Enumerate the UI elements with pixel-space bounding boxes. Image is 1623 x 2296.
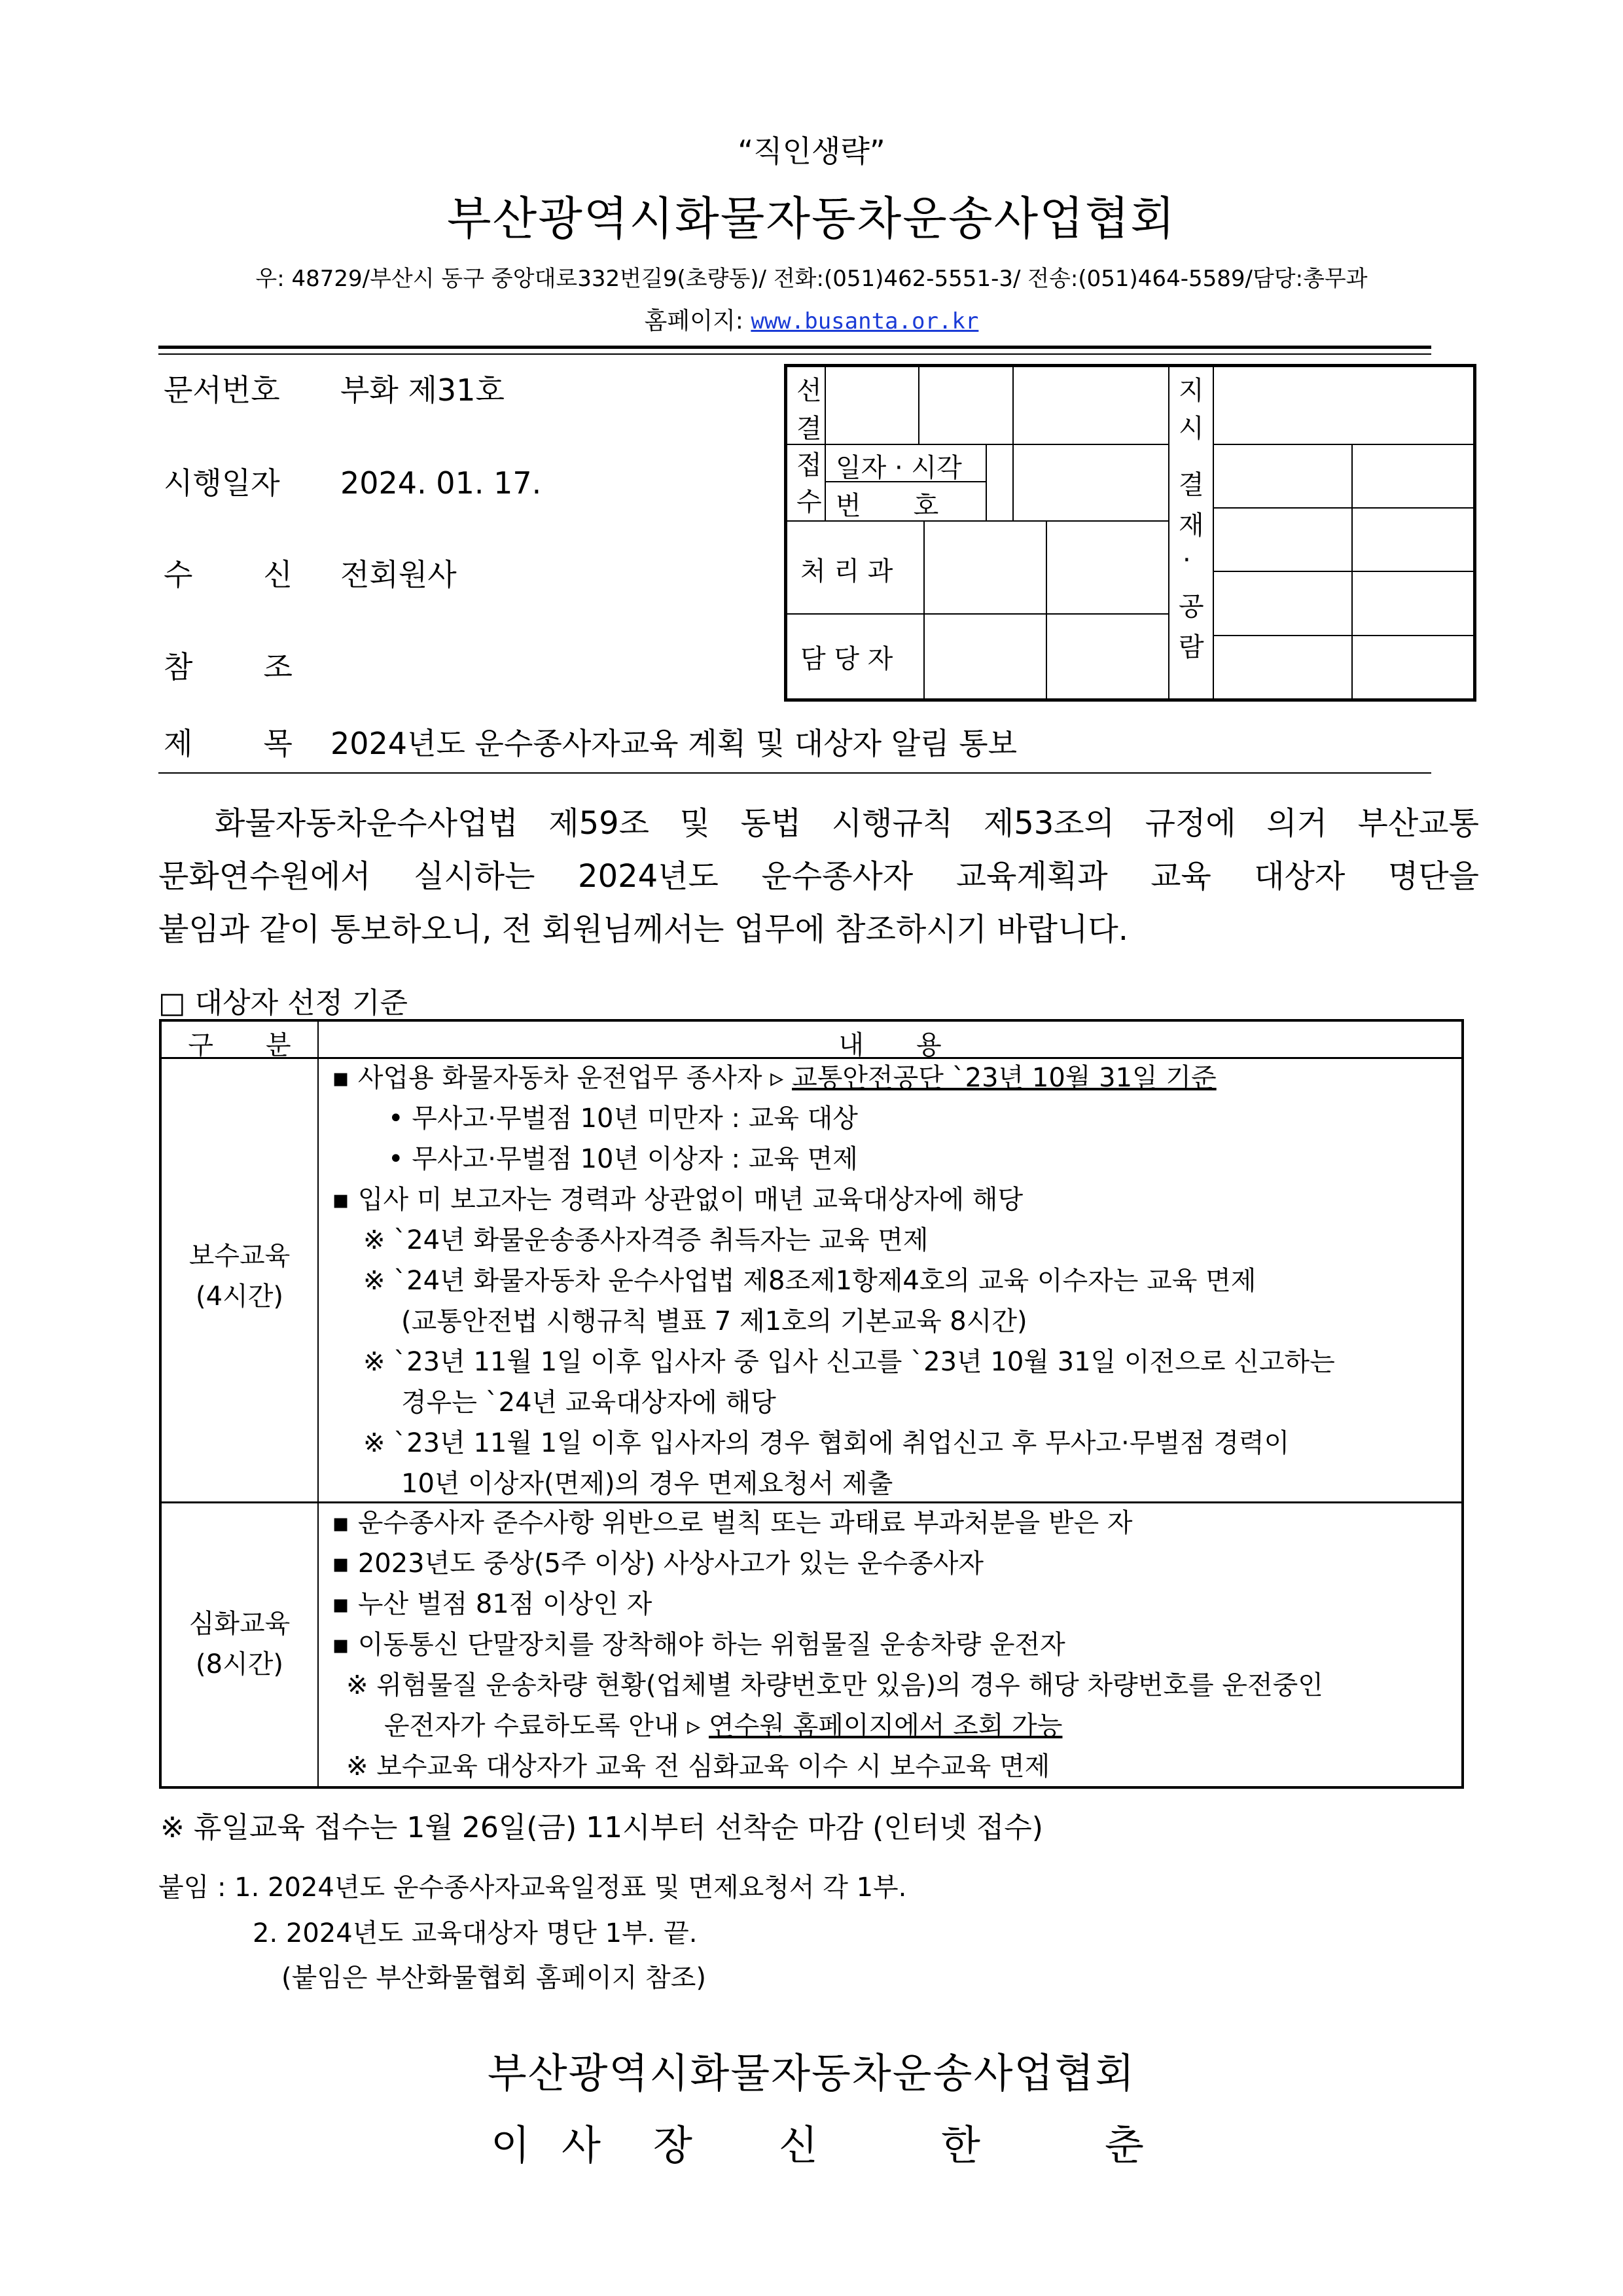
ceo-char: 춘 [1105, 2121, 1144, 2169]
approval-su: 수 [796, 487, 822, 517]
table-line: 경우는 `24년 교육대상자에 해당 [401, 1388, 776, 1418]
subject-label: 제 목 [164, 726, 293, 761]
grid-line [1213, 635, 1473, 636]
grid-line [918, 367, 919, 444]
header-rule-thick [158, 346, 1431, 349]
approval-processing-dept: 처 리 과 [800, 556, 893, 586]
holiday-note: ※ 휴일교육 접수는 1월 26일(금) 11시부터 선착순 마감 (인터넷 접수) [160, 1811, 1043, 1844]
attachment-1: 붙임 : 1. 2024년도 운수종사자교육일정표 및 면제요청서 각 1부. [158, 1873, 907, 1903]
date-label: 시행일자 [164, 465, 280, 501]
grid-line [1213, 367, 1214, 698]
recv-label: 수 신 [164, 557, 293, 592]
grid-line [1046, 520, 1047, 698]
grid-line [1012, 367, 1014, 520]
grid-line [825, 367, 826, 520]
ceo-char: 장 [653, 2121, 692, 2169]
table-line: • 무사고·무벌점 10년 미만자 : 교육 대상 [388, 1103, 858, 1134]
table-line: ▪ 누산 벌점 81점 이상인 자 [332, 1589, 652, 1619]
ceo-char: 신 [779, 2121, 818, 2169]
org-title: 부산광역시화물자동차운송사업협회 [447, 192, 1176, 245]
table-line: ※ `23년 11월 1일 이후 입사자의 경우 협회에 취업신고 후 무사고·무벌점 경력이 [363, 1428, 1290, 1458]
grid-line [787, 444, 1168, 445]
grid-line [986, 444, 987, 520]
approval-gyeoljae-4: 공 [1179, 592, 1204, 622]
ceo-char: 사 [562, 2121, 601, 2169]
approval-si: 시 [1179, 414, 1204, 444]
table-line: 운전자가 수료하도록 안내 ▹ 연수원 홈페이지에서 조회 가능 [384, 1711, 1063, 1741]
attachment-note: (붙임은 부산화물협회 홈페이지 참조) [281, 1963, 706, 1993]
ref-label: 참 조 [164, 649, 293, 685]
grid-line [1213, 444, 1473, 445]
category-advanced-hours: (8시간) [196, 1649, 283, 1679]
underlined-reference: 연수원 홈페이지에서 조회 가능 [708, 1711, 1063, 1741]
grid-line [1351, 444, 1353, 698]
approval-jeop: 접 [796, 450, 822, 480]
approval-datetime: 일자 · 시각 [836, 453, 962, 483]
criteria-table [159, 1019, 1464, 1789]
category-maintenance-edu: 보수교육 [188, 1241, 291, 1271]
header-rule-thin [158, 353, 1431, 355]
underlined-reference: 교통안전공단 `23년 10월 31일 기준 [792, 1063, 1217, 1093]
body-line-3: 붙임과 같이 통보하오니, 전 회원님께서는 업무에 참조하시기 바랍니다. [158, 911, 1128, 948]
meta-subject [164, 720, 1017, 763]
table-line: ▪ 2023년도 중상(5주 이상) 사상사고가 있는 운수종사자 [332, 1549, 984, 1579]
attachment-2: 2. 2024년도 교육대상자 명단 1부. 끝. [253, 1918, 698, 1948]
body-line-1: 화물자동차운수사업법 제59조 및 동법 시행규칙 제53조의 규정에 의거 부산교통 [215, 805, 1479, 842]
footer-org-name: 부산광역시화물자동차운송사업협회 [487, 2049, 1136, 2097]
homepage-label: 홈페이지: [644, 308, 751, 334]
body-paragraph [158, 797, 1479, 956]
homepage-line [0, 302, 1623, 336]
subject-value: 2024년도 운수종사자교육 계획 및 대상자 알림 통보 [330, 726, 1018, 761]
table-line: ▪ 이동통신 단말장치를 장착해야 하는 위험물질 운송차량 운전자 [332, 1630, 1065, 1660]
table-line: • 무사고·무벌점 10년 이상자 : 교육 면제 [388, 1144, 858, 1174]
recv-value: 전회원사 [340, 557, 457, 592]
table-line: ※ 보수교육 대상자가 교육 전 심화교육 이수 시 보수교육 면제 [346, 1751, 1050, 1782]
slogan: “직인생략” [738, 134, 885, 169]
table-line: ▪ 사업용 화물자동차 운전업무 종사자 ▹ 교통안전공단 `23년 10월 31일 기준 [332, 1063, 1217, 1093]
table-line: (교통안전법 시행규칙 별표 7 제1호의 기본교육 8시간) [401, 1306, 1027, 1336]
criteria-heading: □ 대상자 선정 기준 [158, 986, 408, 1020]
address-line: 우: 48729/부산시 동구 중앙대로332번길9(초량동)/ 전화:(051)462-5551-3/ 전송:(051)464-5589/담당:총무과 [255, 266, 1368, 292]
table-line: ▪ 입사 미 보고자는 경력과 상관없이 매년 교육대상자에 해당 [332, 1185, 1024, 1215]
date-value: 2024. 01. 17. [340, 465, 542, 501]
meta-reference [164, 643, 340, 687]
homepage-link[interactable]: www.busanta.or.kr [751, 308, 979, 334]
approval-number: 번 호 [836, 491, 939, 521]
approval-gyeoljae-2: 재 [1179, 511, 1204, 541]
approval-gyeoljae-5: 람 [1179, 632, 1204, 662]
grid-line [923, 520, 925, 698]
meta-recipient [164, 551, 457, 594]
grid-line [1168, 367, 1169, 698]
table-line: ※ `23년 11월 1일 이후 입사자 중 입사 신고를 `23년 10월 31일 이전으로 신고하는 [363, 1347, 1335, 1377]
approval-manager: 담 당 자 [800, 644, 893, 674]
table-column-divider [317, 1022, 319, 1786]
col-header-content: 내 용 [838, 1030, 942, 1060]
grid-line [1213, 571, 1473, 572]
table-line: ※ `24년 화물자동차 운수사업법 제8조제1항제4호의 교육 이수자는 교육 면제 [363, 1266, 1257, 1296]
table-line: 10년 이상자(면제)의 경우 면제요청서 제출 [401, 1469, 893, 1499]
docno-value: 부화 제31호 [340, 372, 505, 408]
approval-gyeoljae-1: 결 [1179, 470, 1204, 500]
docno-label: 문서번호 [164, 372, 280, 408]
meta-date [164, 459, 541, 503]
table-line: ※ `24년 화물운송종사자격증 취득자는 교육 면제 [363, 1225, 929, 1255]
ceo-char: 한 [941, 2121, 980, 2169]
approval-gyeol: 결 [796, 414, 822, 444]
table-line: ※ 위험물질 운송차량 현황(업체별 차량번호만 있음)의 경우 해당 차량번호를 운전중인 [346, 1670, 1323, 1700]
ceo-char: 이 [491, 2121, 530, 2169]
approval-gyeoljae-3: · [1183, 545, 1191, 575]
approval-ji: 지 [1179, 376, 1204, 406]
category-advanced-edu: 심화교육 [188, 1609, 291, 1639]
table-line: ▪ 운수종사자 준수사항 위반으로 벌칙 또는 과태료 부과처분을 받은 자 [332, 1508, 1133, 1538]
approval-sun: 선 [796, 376, 822, 406]
subject-underline [158, 772, 1431, 774]
meta-docno [164, 367, 505, 410]
grid-line [1213, 507, 1473, 509]
grid-line [787, 613, 1168, 615]
approval-grid [784, 364, 1476, 702]
col-header-category: 구 분 [188, 1030, 291, 1060]
body-line-2: 문화연수원에서 실시하는 2024년도 운수종사자 교육계획과 교육 대상자 명단을 [158, 858, 1479, 895]
category-maintenance-hours: (4시간) [196, 1282, 283, 1312]
